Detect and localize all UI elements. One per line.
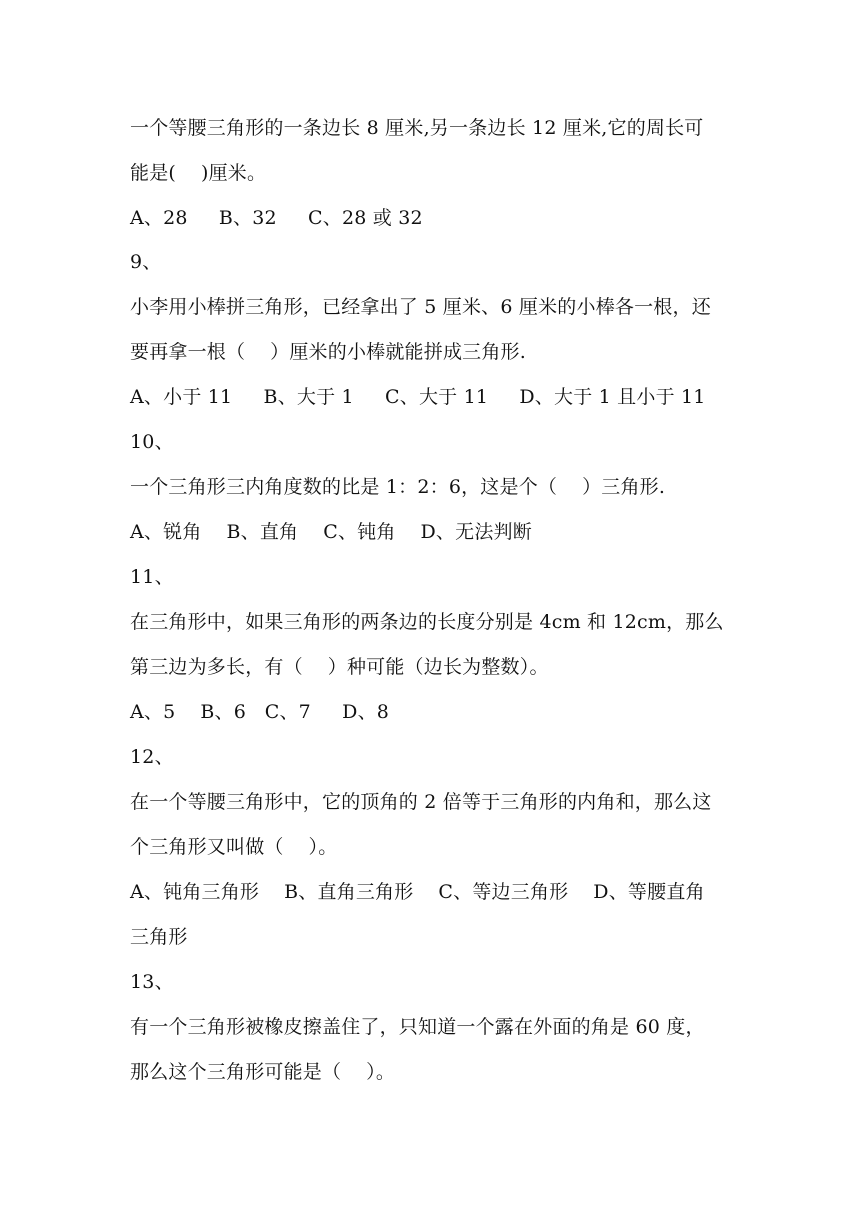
question-10-text: 一个三角形三内角度数的比是 1：2：6，这是个（ ）三角形.: [130, 476, 666, 498]
question-11-text-line-1: 在三角形中，如果三角形的两条边的长度分别是 4cm 和 12cm，那么: [130, 611, 724, 633]
question-12-text-line-2: 个三角形又叫做（ ）。: [130, 836, 338, 858]
question-12-text-line-1: 在一个等腰三角形中，它的顶角的 2 倍等于三角形的内角和，那么这: [130, 791, 712, 813]
question-13-text-line-1: 有一个三角形被橡皮擦盖住了，只知道一个露在外面的角是 60 度，: [130, 1016, 705, 1038]
question-9-text-line-2: 要再拿一根（ ）厘米的小棒就能拼成三角形.: [130, 341, 526, 363]
question-8-text-line-2: 能是( )厘米。: [130, 162, 267, 184]
question-11-options: A、5 B、6 C、7 D、8: [130, 701, 390, 723]
question-9-options: A、小于 11 B、大于 1 C、大于 11 D、大于 1 且小于 11: [130, 386, 706, 408]
question-13-text-line-2: 那么这个三角形可能是（ ）。: [130, 1061, 396, 1083]
question-13-number: 13、: [130, 971, 174, 993]
question-12-options-line-2: 三角形: [130, 926, 188, 948]
question-11-number: 11、: [130, 566, 174, 588]
question-10-number: 10、: [130, 431, 174, 453]
question-11-text-line-2: 第三边为多长，有（ ）种可能（边长为整数）。: [130, 656, 549, 678]
question-12-number: 12、: [130, 746, 174, 768]
question-9-number: 9、: [130, 251, 162, 273]
question-8-text-line-1: 一个等腰三角形的一条边长 8 厘米,另一条边长 12 厘米,它的周长可: [130, 117, 704, 139]
question-9-text-line-1: 小李用小棒拼三角形，已经拿出了 5 厘米、6 厘米的小棒各一根，还: [130, 296, 711, 318]
question-12-options-line-1: A、钝角三角形 B、直角三角形 C、等边三角形 D、等腰直角: [130, 881, 705, 903]
question-8-options: A、28 B、32 C、28 或 32: [130, 207, 423, 229]
question-10-options: A、锐角 B、直角 C、钝角 D、无法判断: [130, 521, 532, 543]
